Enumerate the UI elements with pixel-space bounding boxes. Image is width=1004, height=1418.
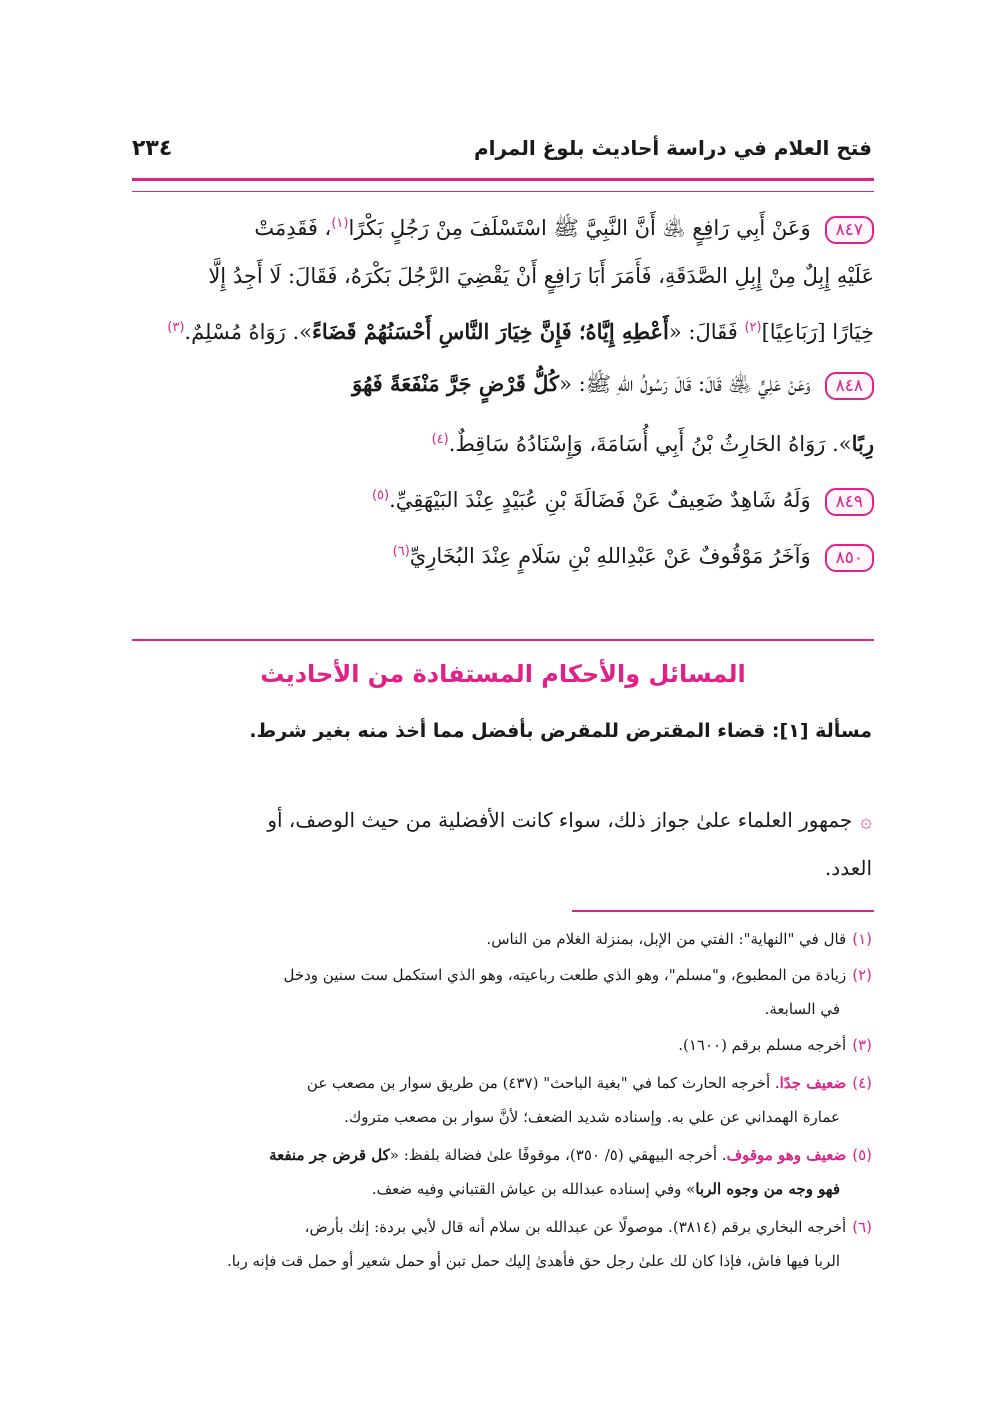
paragraph-line-2: العدد.: [824, 856, 872, 880]
header-rule-thin: [132, 191, 874, 192]
footnote-marker[interactable]: (٣): [167, 320, 185, 335]
hadith-848-line-1: ٨٤٨وَعَنْ عَلِيٍّ ﵁ قَالَ: قَالَ رَسُولُ اللهِ ﷺ: «كُلُّ قَرْضٍ جَرَّ مَنْفَعَةً فَهُوَ: [352, 358, 874, 410]
page-number: ٢٣٤: [132, 135, 173, 161]
prophetic-saying: رِبًا: [851, 431, 874, 456]
hadith-number-badge: ٨٤٨: [825, 372, 874, 400]
footnote-6: (٦)أخرجه البخاري برقم (٣٨١٤). موصولًا عن عبدالله بن سلام أنه قال لأبي بردة: إنك بأرض،: [304, 1218, 872, 1236]
header-rule-thick: [132, 178, 874, 181]
footnote-4: (٤)ضعيف جدًا. أخرجه الحارث كما في "بغية الباحث" (٤٣٧) من طريق سوار بن مصعب عن: [306, 1074, 872, 1092]
issue-heading: [249, 720, 872, 742]
hadith-number-badge: ٨٤٧: [825, 216, 874, 244]
hadith-number-badge: ٨٥٠: [825, 544, 874, 572]
hadith-850-line: ٨٥٠وَآخَرُ مَوْقُوفٌ عَنْ عَبْدِاللهِ بْنِ سَلَامٍ عِنْدَ البُخَارِيِّ$^{(٦)}$: [393, 526, 874, 578]
footnote-3: (٣)أخرجه مسلم برقم (١٦٠٠).: [678, 1036, 872, 1054]
hadith-848-line-2: رِبًا». رَوَاهُ الحَارِثُ بْنُ أَبِي أُسَامَةَ، وَإِسْنَادُهُ سَاقِطٌ.$^{(٤)}$: [431, 431, 874, 456]
footnote-4-cont: عمارة الهمداني عن علي به. وإسناده شديد الضعف؛ لأنَّ سوار بن مصعب متروك.: [344, 1108, 840, 1126]
footnote-marker[interactable]: (١): [331, 216, 349, 231]
hadith-number-badge: ٨٤٩: [825, 488, 874, 516]
section-divider: [132, 639, 874, 641]
prophetic-saying: أَعْطِهِ إِيَّاهُ؛ فَإِنَّ خِيَارَ النَّاسِ أَحْسَنُهُمْ قَضَاءً: [312, 319, 669, 344]
footnote-2-cont: في السابعة.: [764, 1000, 840, 1018]
footnote-5-cont: فهو وجه من وجوه الربا» وفي إسناده عبدالله بن عياش القتباني وفيه ضعف.: [371, 1180, 840, 1198]
footnote-marker[interactable]: (٤): [431, 432, 449, 447]
flower-ornament-icon: ۞: [860, 808, 872, 832]
hadith-849-line: ٨٤٩وَلَهُ شَاهِدٌ ضَعِيفٌ عَنْ فَضَالَةَ بْنِ عُبَيْدٍ عِنْدَ البَيْهَقِيِّ.$^{(٥)}$: [372, 470, 874, 522]
footnote-marker[interactable]: (٥): [371, 488, 390, 503]
section-title: المسائل والأحكام المستفادة من الأحاديث: [260, 660, 746, 688]
issue-label: مسألة [١]:: [771, 720, 872, 742]
footnote-5: (٥)ضعيف وهو موقوف. أخرجه البيهقي (٥/ ٣٥٠)، موقوفًا علىٰ فضالة بلفظ: «كل قرض جر منفعة: [269, 1146, 872, 1164]
book-title: فتح العلام في دراسة أحاديث بلوغ المرام: [473, 136, 872, 160]
hadith-847-line-2: عَلَيْهِ إِبِلٌ مِنْ إِبِلِ الصَّدَقَةِ، فَأَمَرَ أَبَا رَافِعٍ أَنْ يَقْضِيَ الرَّجُلَ بَكْرَهُ، فَقَالَ: لَا أَجِدُ إِلَّا: [208, 264, 874, 288]
prophetic-saying: كُلُّ قَرْضٍ جَرَّ مَنْفَعَةً فَهُوَ: [352, 371, 560, 396]
footnote-1: (١)قال في "النهاية": الفتي من الإبل، بمنزلة الغلام من الناس.: [486, 930, 872, 948]
footnote-rule: [572, 910, 874, 912]
footnote-marker[interactable]: (٦): [392, 544, 410, 559]
footnote-2: (٢)زيادة من المطبوع، و"مسلم"، وهو الذي طلعت رباعيته، وهو الذي استكمل ست سنين ودخل: [283, 966, 872, 984]
footnote-marker[interactable]: (٢): [744, 320, 762, 335]
footnote-6-cont: الربا فيها فاش، فإذا كان لك علىٰ رجل حق فأهدىٰ إليك حمل تبن أو حمل شعير أو حمل قت فإنه ربا.: [226, 1252, 840, 1270]
paragraph-line-1: ۞جمهور العلماء علىٰ جواز ذلك، سواء كانت الأفضلية من حيث الوصف، أو: [267, 808, 872, 832]
hadith-847-line-1: ٨٤٧وَعَنْ أَبِي رَافِعٍ ﵁ أَنَّ النَّبِيَّ ﷺ اسْتَسْلَفَ مِنْ رَجُلٍ بَكْرًا$^{(١)}$، فَقَدِمَتْ: [254, 198, 874, 250]
issue-text: قضاء المقترض للمقرض بأفضل مما أخذ منه بغير شرط.: [249, 720, 772, 742]
running-header: [132, 128, 872, 168]
hadith-847-line-3: خِيَارًا [رَبَاعِيًا]$^{(٢)}$ فَقَالَ: «أَعْطِهِ إِيَّاهُ؛ فَإِنَّ خِيَارَ النَّاسِ أَحْسَنُهُمْ قَضَاءً». رَوَاهُ مُسْلِمٌ.$^{(٣)}$: [167, 319, 874, 344]
